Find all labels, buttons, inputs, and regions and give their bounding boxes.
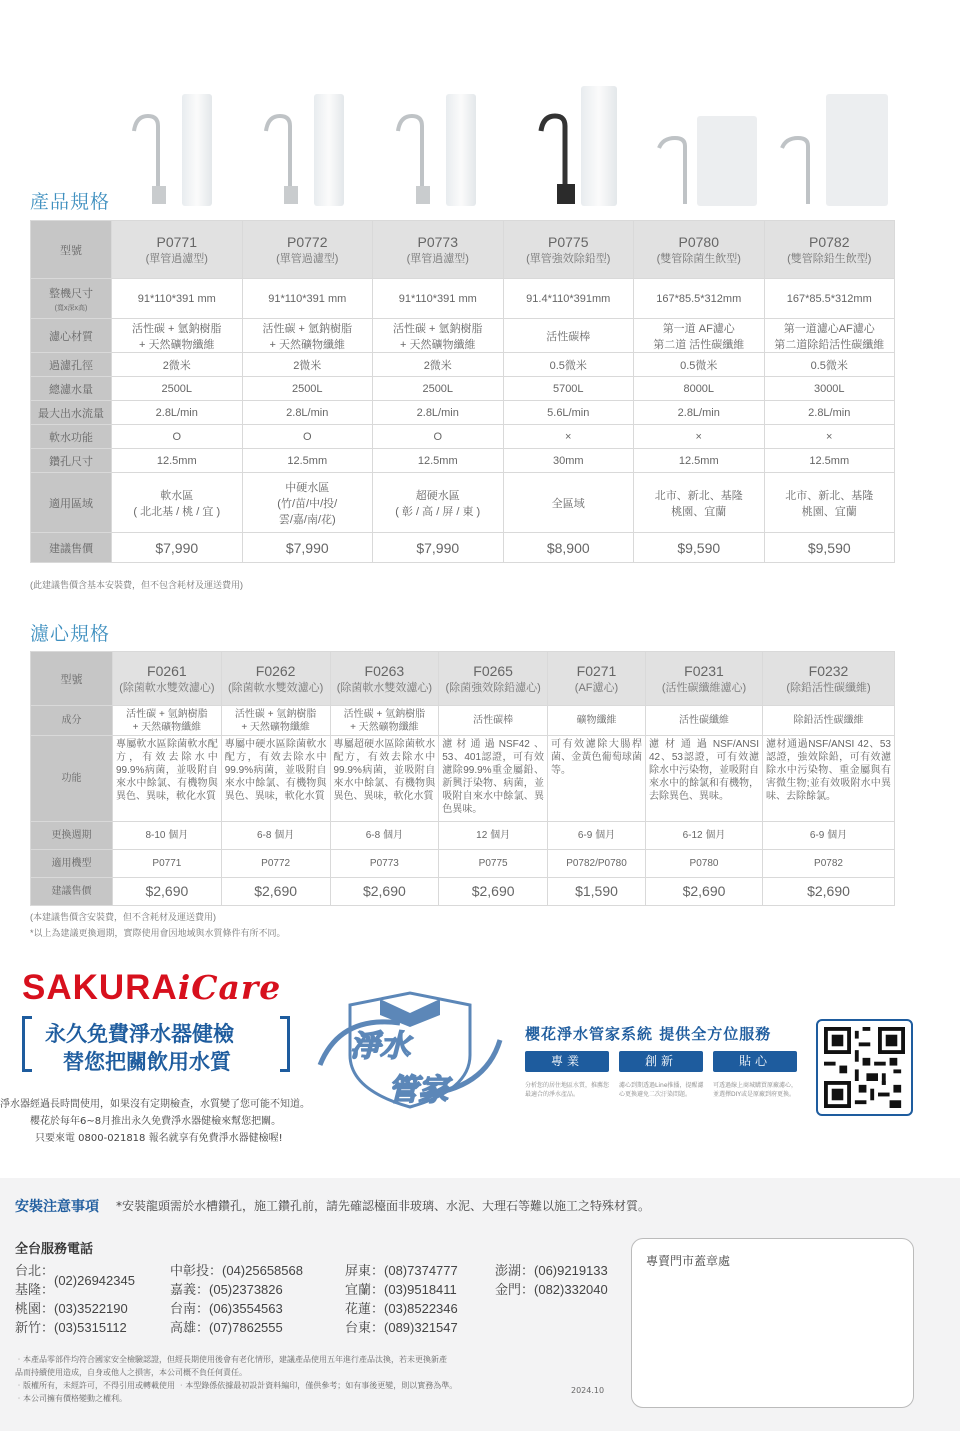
filter-cell: 專屬軟水區除菌軟水配方，有效去除水中99.9%病菌，並吸附自來水中餘氯、有機物與異色、異味，軟化水質 xyxy=(113,736,222,822)
spec-cell: 12.5mm xyxy=(634,449,765,473)
phone-area: 桃園： xyxy=(15,1301,55,1316)
filter-row xyxy=(31,878,895,906)
phone-number[interactable]: (089)321547 xyxy=(384,1320,458,1335)
badge-text-2: 管家 xyxy=(388,1073,448,1108)
store-stamp-box xyxy=(631,1238,914,1408)
filter-note-1: (本建議售價含安裝費，但不含耗材及運送費用) xyxy=(30,912,216,922)
filter-type: (AF濾心) xyxy=(574,681,619,694)
product-model-header xyxy=(112,221,243,279)
filter-cell: 6-12 個月 xyxy=(646,822,763,850)
spec-cell: 北市、新北、基隆 桃園、宜蘭 xyxy=(634,473,765,533)
product-model-header xyxy=(373,221,504,279)
filter-cell: 12 個月 xyxy=(439,822,548,850)
filter-cell: 6-9 個月 xyxy=(548,822,646,850)
model-type: (單管強效除鉛型) xyxy=(526,252,611,265)
spec-cell: 0.5微米 xyxy=(503,353,634,377)
filter-cell: $1,590 xyxy=(548,878,646,906)
spec-label-text: 總濾水量 xyxy=(49,383,93,396)
phones-col-3 xyxy=(345,1261,458,1337)
phone-area: 基隆： xyxy=(15,1282,55,1297)
spec-cell: $7,990 xyxy=(242,533,373,563)
filter-cell: $2,690 xyxy=(330,878,439,906)
phone-number[interactable]: (04)25658568 xyxy=(222,1263,303,1278)
spec-cell: O xyxy=(242,425,373,449)
phone-area: 台南： xyxy=(170,1301,210,1316)
spec-label-text: 建議售價 xyxy=(49,542,93,555)
filter-type: (除菌強效除鉛濾心) xyxy=(445,681,541,694)
product-image-p0780 xyxy=(645,82,755,210)
filter-type: (活性碳纖維濾心) xyxy=(661,681,747,694)
spec-row xyxy=(31,473,895,533)
spec-cell: 12.5mm xyxy=(112,449,243,473)
model-type: (雙管除鉛生飲型) xyxy=(787,252,872,265)
spec-cell: 0.5微米 xyxy=(634,353,765,377)
spec-row-label xyxy=(31,425,112,449)
spec-cell: 91*110*391 mm xyxy=(242,279,373,319)
spec-label-text: 濾心材質 xyxy=(49,330,93,343)
filter-code: F0271 xyxy=(576,662,617,679)
service-btn-pro[interactable]: 專業 xyxy=(525,1051,609,1072)
model-code: P0773 xyxy=(417,233,458,250)
spec-label-text: 軟水功能 xyxy=(49,431,93,444)
spec-cell: × xyxy=(634,425,765,449)
product-image-p0775 xyxy=(535,82,625,210)
spec-label-text: 過濾孔徑 xyxy=(49,359,93,372)
filter-type: (除鉛活性碳纖維) xyxy=(786,681,871,694)
spec-cell: 中硬水區 (竹/苗/中/投/ 雲/嘉/南/花) xyxy=(242,473,373,533)
spec-cell: 2微米 xyxy=(242,353,373,377)
filter-model-header xyxy=(221,652,330,706)
product-image-p0782 xyxy=(768,82,893,210)
spec-row xyxy=(31,377,895,401)
spec-cell: 2500L xyxy=(242,377,373,401)
product-image-p0773 xyxy=(392,82,482,210)
filter-cell: $2,690 xyxy=(646,878,763,906)
filter-model-header xyxy=(113,652,222,706)
model-type: (單管過濾型) xyxy=(406,252,469,265)
spec-cell: 12.5mm xyxy=(242,449,373,473)
filter-row-label: 成分 xyxy=(31,706,113,736)
filter-code: F0263 xyxy=(364,662,405,679)
filter-spec-title: 濾心規格 xyxy=(30,623,111,645)
disclaimer-line: 品而持續使用造成，自身或他人之損害，本公司概不負任何責任。 xyxy=(15,1368,247,1377)
model-header: 型號 xyxy=(31,221,112,279)
filter-cell: 活性碳 + 氫鈉樹脂 + 天然礦物纖維 xyxy=(113,706,222,736)
spec-sublabel-text: (寬x深x高) xyxy=(54,304,88,312)
filter-cell: 除鉛活性碳纖維 xyxy=(763,706,895,736)
spec-cell: 2500L xyxy=(112,377,243,401)
spec-row xyxy=(31,449,895,473)
filter-row-label: 更換週期 xyxy=(31,822,113,850)
filter-cell: P0773 xyxy=(330,850,439,878)
spec-cell: × xyxy=(764,425,895,449)
disclaimer-line: ‧本產品零部件均符合國家安全檢驗認證，但經長期使用後會有老化情形，建議產品使用五年進行產品汰換，若未更換新產 xyxy=(15,1355,447,1364)
filter-cell: $2,690 xyxy=(113,878,222,906)
phones-col-4 xyxy=(495,1261,608,1299)
filter-row xyxy=(31,736,895,822)
spec-cell: 2微米 xyxy=(112,353,243,377)
product-spec-table xyxy=(30,220,895,563)
spec-row xyxy=(31,279,895,319)
filter-cell: 活性碳纖維 xyxy=(646,706,763,736)
spec-label-text: 適用區域 xyxy=(49,497,93,510)
spec-cell: 活性碳 + 氫鈉樹脂 + 天然礦物纖維 xyxy=(112,319,243,353)
model-type: (雙管除菌生飲型) xyxy=(656,252,741,265)
service-desc-2: 濾心到期透過Line推播，提醒濾心更換避免二次汙染問題。 xyxy=(619,1082,704,1098)
phone-area: 台東： xyxy=(345,1320,385,1335)
product-image-p0772 xyxy=(260,82,350,210)
spec-cell: 北市、新北、基隆 桃園、宜蘭 xyxy=(764,473,895,533)
product-model-header xyxy=(634,221,765,279)
badge-text-1: 淨水 xyxy=(350,1029,410,1064)
phone-area: 台北： xyxy=(15,1263,55,1278)
filter-model-header xyxy=(439,652,548,706)
model-type: (單管過濾型) xyxy=(276,252,339,265)
filter-model-header xyxy=(763,652,895,706)
spec-row xyxy=(31,401,895,425)
spec-row-label xyxy=(31,401,112,425)
model-code: P0772 xyxy=(287,233,328,250)
spec-cell: 91*110*391 mm xyxy=(373,279,504,319)
spec-cell: 5700L xyxy=(503,377,634,401)
filter-cell: P0772 xyxy=(221,850,330,878)
product-model-header xyxy=(503,221,634,279)
filter-cell: $2,690 xyxy=(763,878,895,906)
service-desc-3: 可透過線上商城購買原廠濾心，並選擇DIY或是原廠到府更換。 xyxy=(713,1082,798,1098)
phone-number-shared[interactable]: (02)26942345 xyxy=(54,1273,135,1288)
spec-row-label xyxy=(31,319,112,353)
phone-area: 中彰投： xyxy=(170,1263,223,1278)
phone-number[interactable]: (03)3522190 xyxy=(54,1301,128,1316)
filter-cell: 活性碳棒 xyxy=(439,706,548,736)
filter-code: F0262 xyxy=(255,662,296,679)
model-code: P0775 xyxy=(548,233,589,250)
phone-number[interactable]: (05)2373826 xyxy=(209,1282,283,1297)
spec-row xyxy=(31,425,895,449)
filter-cell: $2,690 xyxy=(221,878,330,906)
spec-cell: $8,900 xyxy=(503,533,634,563)
filter-row xyxy=(31,706,895,736)
service-title: 櫻花淨水管家系統 提供全方位服務 xyxy=(525,1025,772,1043)
spec-cell: $7,990 xyxy=(373,533,504,563)
filter-cell: P0775 xyxy=(439,850,548,878)
filter-cell: 濾材通過NSF/ANSI 42、53認證，強效除鉛，可有效濾除水中污染物、重金屬與有害微生物;並有效吸附水中異味、去除餘氯。 xyxy=(763,736,895,822)
phone-number[interactable]: (03)8522346 xyxy=(384,1301,458,1316)
spec-cell: 2.8L/min xyxy=(112,401,243,425)
promo-para-2: 櫻花於每年6~8月推出永久免費淨水器健檢來幫您把關。 xyxy=(30,1116,282,1127)
filter-code: F0265 xyxy=(473,662,513,679)
spec-label-text: 整機尺寸 xyxy=(49,287,93,300)
filter-row-label: 建議售價 xyxy=(31,878,113,906)
spec-row xyxy=(31,353,895,377)
phone-number[interactable]: (03)9518411 xyxy=(384,1282,457,1297)
filter-cell: P0782/P0780 xyxy=(548,850,646,878)
spec-row-label xyxy=(31,533,112,563)
model-code: P0780 xyxy=(678,233,719,250)
spec-cell: 12.5mm xyxy=(764,449,895,473)
promo-para-3: 只要來電 0800-021818 報名就享有免費淨水器健檢喔! xyxy=(35,1133,283,1144)
filter-code: F0231 xyxy=(684,662,724,679)
phone-area: 澎湖： xyxy=(495,1263,535,1278)
install-title: 安裝注意事項 xyxy=(15,1199,99,1215)
store-stamp-label: 專賣門市蓋章處 xyxy=(646,1254,731,1268)
install-text: *安裝龍頭需於水槽鑽孔，施工鑽孔前，請先確認檯面非玻璃、水泥、大理石等難以施工之特殊材質。 xyxy=(116,1199,651,1213)
phone-number[interactable]: (06)9219133 xyxy=(534,1263,608,1278)
spec-row xyxy=(31,319,895,353)
phone-area: 屏東： xyxy=(345,1263,385,1278)
service-btn-care[interactable]: 貼心 xyxy=(713,1051,797,1072)
filter-cell: 活性碳 + 氫鈉樹脂 + 天然礦物纖維 xyxy=(330,706,439,736)
filter-model-header xyxy=(646,652,763,706)
service-btn-innovation[interactable]: 創新 xyxy=(619,1051,703,1072)
spec-row-label xyxy=(31,353,112,377)
spec-cell: 活性碳 + 氫鈉樹脂 + 天然礦物纖維 xyxy=(373,319,504,353)
filter-cell: 專屬超硬水區除菌軟水配方，有效去除水中99.9%病菌，並吸附自來水中餘氯、有機物與異色、異味，軟化水質 xyxy=(330,736,439,822)
spec-cell: 全區域 xyxy=(503,473,634,533)
model-type: (單管過濾型) xyxy=(145,252,208,265)
spec-cell: 5.6L/min xyxy=(503,401,634,425)
spec-cell: 超硬水區 ( 彰 / 高 / 屏 / 東 ) xyxy=(373,473,504,533)
phone-number[interactable]: (082)332040 xyxy=(534,1282,608,1297)
filter-note-2: *以上為建議更換週期，實際使用會因地域與水質條件有所不同。 xyxy=(30,928,286,938)
sakura-brand-text: SAKURA xyxy=(22,968,178,1007)
filter-cell: 活性碳 + 氫鈉樹脂 + 天然礦物纖維 xyxy=(221,706,330,736)
spec-cell: 2.8L/min xyxy=(634,401,765,425)
water-butler-badge xyxy=(310,985,510,1113)
product-price-note: (此建議售價含基本安裝費，但不包含耗材及運送費用) xyxy=(30,580,243,590)
phone-area: 高雄： xyxy=(170,1320,210,1335)
filter-type: (除菌軟水雙效濾心) xyxy=(119,681,215,694)
filter-cell: 濾材通過NSF/ANSI 42、53認證，可有效濾除水中污染物，並吸附自來水中的餘氯和有機物，去除異色、異味。 xyxy=(646,736,763,822)
spec-cell: $7,990 xyxy=(112,533,243,563)
filter-cell: 可有效濾除大腸桿菌、金黃色葡萄球菌等。 xyxy=(548,736,646,822)
filter-cell: 6-9 個月 xyxy=(763,822,895,850)
spec-cell: 30mm xyxy=(503,449,634,473)
spec-cell: 0.5微米 xyxy=(764,353,895,377)
spec-label-text: 最大出水流量 xyxy=(38,407,104,420)
filter-cell: P0782 xyxy=(763,850,895,878)
spec-cell: 2.8L/min xyxy=(764,401,895,425)
filter-row xyxy=(31,850,895,878)
filter-cell: 濾材通過NSF42、53、401認證，可有效濾除99.9%重金屬鉛、新興汙染物、病菌，並吸附自來水中餘氯、異色異味。 xyxy=(439,736,548,822)
spec-label-text: 鑽孔尺寸 xyxy=(49,455,93,468)
filter-code: F0232 xyxy=(808,662,849,679)
phone-number[interactable]: (06)3554563 xyxy=(209,1301,283,1316)
spec-cell: 12.5mm xyxy=(373,449,504,473)
disclaimers xyxy=(15,1353,605,1405)
phone-number[interactable]: (08)7374777 xyxy=(384,1263,458,1278)
phone-area: 新竹： xyxy=(15,1320,55,1335)
filter-spec-table xyxy=(30,651,895,906)
phones-col-2 xyxy=(170,1261,303,1337)
spec-cell: 2.8L/min xyxy=(242,401,373,425)
sakura-logo xyxy=(22,968,281,1008)
filter-row-label: 功能 xyxy=(31,736,113,822)
product-model-header xyxy=(764,221,895,279)
spec-cell: 91*110*391 mm xyxy=(112,279,243,319)
slogan-line-2: 替您把關飲用水質 xyxy=(63,1050,231,1074)
spec-cell: 91.4*110*391mm xyxy=(503,279,634,319)
phones-title: 全台服務電話 xyxy=(15,1242,94,1257)
product-spec-title: 產品規格 xyxy=(30,191,111,213)
spec-cell: $9,590 xyxy=(764,533,895,563)
filter-code: F0261 xyxy=(147,662,187,679)
phone-number[interactable]: (03)5315112 xyxy=(54,1320,127,1335)
filter-row-label: 適用機型 xyxy=(31,850,113,878)
product-model-header xyxy=(242,221,373,279)
filter-row xyxy=(31,822,895,850)
spec-cell: 167*85.5*312mm xyxy=(764,279,895,319)
filter-type: (除菌軟水雙效濾心) xyxy=(227,681,324,694)
filter-cell: 6-8 個月 xyxy=(221,822,330,850)
promo-para-1: 淨水器經過長時間使用，如果沒有定期檢查，水質變了您可能不知道。 xyxy=(0,1099,310,1110)
spec-cell: 2500L xyxy=(373,377,504,401)
spec-cell: 8000L xyxy=(634,377,765,401)
filter-model-header: 型號 xyxy=(31,652,113,706)
filter-cell: 專屬中硬水區除菌軟水配方，有效去除水中99.9%病菌，並吸附自來水中餘氯、有機物與異色、異味，軟化水質 xyxy=(221,736,330,822)
spec-row xyxy=(31,533,895,563)
filter-cell: 礦物纖維 xyxy=(548,706,646,736)
phone-area: 宜蘭： xyxy=(345,1282,385,1297)
filter-model-header xyxy=(330,652,439,706)
spec-row-label xyxy=(31,377,112,401)
spec-cell: 第一道 AF濾心 第二道 活性碳纖維 xyxy=(634,319,765,353)
slogan-line-1: 永久免費淨水器健檢 xyxy=(45,1022,234,1046)
filter-cell: P0771 xyxy=(113,850,222,878)
product-image-p0771 xyxy=(128,82,218,210)
spec-row-label xyxy=(31,473,112,533)
spec-cell: 軟水區 ( 北北基 / 桃 / 宜 ) xyxy=(112,473,243,533)
disclaimer-line: ‧本公司擁有價格變動之權利。 xyxy=(15,1394,127,1403)
model-code: P0782 xyxy=(809,233,850,250)
phone-area: 金門： xyxy=(495,1282,535,1297)
spec-cell: $9,590 xyxy=(634,533,765,563)
spec-cell: 2微米 xyxy=(373,353,504,377)
filter-cell: $2,690 xyxy=(439,878,548,906)
qr-code-icon[interactable] xyxy=(816,1019,913,1116)
spec-cell: O xyxy=(112,425,243,449)
spec-cell: 活性碳 + 氫鈉樹脂 + 天然礦物纖維 xyxy=(242,319,373,353)
spec-cell: O xyxy=(373,425,504,449)
spec-cell: 活性碳棒 xyxy=(503,319,634,353)
filter-type: (除菌軟水雙效濾心) xyxy=(336,681,433,694)
filter-cell: 6-8 個月 xyxy=(330,822,439,850)
service-desc-1: 分析您的居住地區水質，推薦您最適合的淨水產品。 xyxy=(525,1082,610,1098)
spec-row-label xyxy=(31,449,112,473)
spec-cell: 第一道濾心AF濾心 第二道除鉛活性碳纖維 xyxy=(764,319,895,353)
spec-row-label xyxy=(31,279,112,319)
spec-cell: 167*85.5*312mm xyxy=(634,279,765,319)
phone-number[interactable]: (07)7862555 xyxy=(209,1320,283,1335)
spec-cell: 2.8L/min xyxy=(373,401,504,425)
spec-cell: × xyxy=(503,425,634,449)
disclaimer-line: ‧版權所有，未經許可，不得引用或轉載使用 ‧本型錄係依據最初設計資料編印，僅供參考；如有事後更變，則以實務為準。 xyxy=(15,1381,458,1390)
icare-brand-text: iCare xyxy=(177,968,282,1007)
spec-cell: 3000L xyxy=(764,377,895,401)
filter-cell: 8-10 個月 xyxy=(113,822,222,850)
filter-cell: P0780 xyxy=(646,850,763,878)
phone-area: 花蓮： xyxy=(345,1301,385,1316)
filter-model-header xyxy=(548,652,646,706)
slogan-frame xyxy=(22,1016,290,1072)
catalog-date: 2024.10 xyxy=(571,1386,605,1395)
model-code: P0771 xyxy=(156,233,197,250)
phone-area: 嘉義： xyxy=(170,1282,210,1297)
